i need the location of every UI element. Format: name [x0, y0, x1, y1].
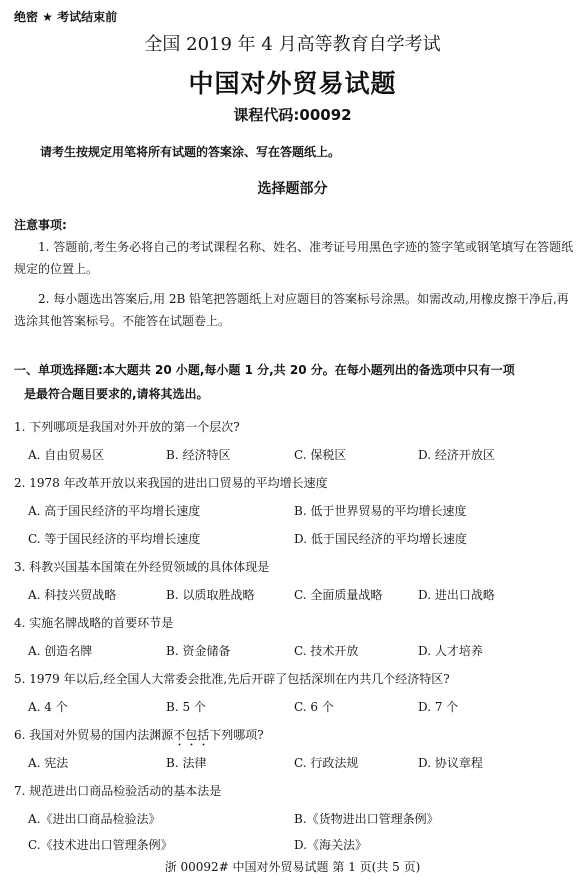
q1-option-a: A. 自由贸易区	[28, 448, 105, 462]
q5-option-a: A. 4 个	[28, 700, 68, 714]
q6-option-b: B. 法律	[166, 756, 207, 770]
q6-option-d: D. 协议章程	[418, 756, 483, 770]
q6-emphasis: 不包括	[173, 728, 210, 742]
exam-name: 全国 2019 年 4 月高等教育自学考试	[144, 34, 441, 55]
question-6	[14, 726, 264, 749]
q4-option-c: C. 技术开放	[294, 644, 359, 658]
part-one-line-2: 是最符合题目要求的,请将其选出。	[24, 387, 209, 401]
q4-option-d: D. 人才培养	[418, 644, 483, 658]
part-one-line-1: 一、单项选择题:本大题共 20 小题,每小题 1 分,共 20 分。在每小题列出的备选项中只有一项	[14, 363, 515, 377]
q3-option-a: A. 科技兴贸战略	[28, 588, 117, 602]
q2-option-b: B. 低于世界贸易的平均增长速度	[294, 504, 467, 518]
question-2: 2. 1978 年改革开放以来我国的进出口贸易的平均增长速度	[14, 476, 328, 490]
q7-option-d: D.《海关法》	[294, 838, 368, 852]
q5-option-c: C. 6 个	[294, 700, 334, 714]
q1-option-b: B. 经济特区	[166, 448, 231, 462]
q1-option-c: C. 保税区	[294, 448, 347, 462]
q1-option-d: D. 经济开放区	[418, 448, 495, 462]
q2-option-a: A. 高于国民经济的平均增长速度	[28, 504, 201, 518]
q2-option-d: D. 低于国民经济的平均增长速度	[294, 532, 467, 546]
q6-stem-pre: 6. 我国对外贸易的国内法渊源	[14, 728, 174, 742]
confidential-mark: 绝密 ★ 考试结束前	[14, 10, 118, 24]
q7-option-b: B.《货物进出口管理条例》	[294, 812, 439, 826]
notice-item-2: 2. 每小题选出答案后,用 2B 铅笔把答题纸上对应题目的答案标号涂黑。如需改动,用橡皮擦干净后,再选涂其他答案标号。不能答在试题卷上。	[14, 292, 569, 328]
q3-option-b: B. 以质取胜战略	[166, 588, 255, 602]
q3-option-d: D. 进出口战略	[418, 588, 495, 602]
course-code: 课程代码:00092	[233, 106, 352, 124]
notice-item-1: 1. 答题前,考生务必将自己的考试课程名称、姓名、准考证号用黑色字迹的签字笔或钢笔填写在答题纸规定的位置上。	[14, 240, 574, 276]
q3-option-c: C. 全面质量战略	[294, 588, 383, 602]
part-one-heading	[14, 358, 576, 406]
q7-option-c: C.《技术进出口管理条例》	[28, 838, 173, 852]
paper-title: 中国对外贸易试题	[188, 69, 397, 98]
q7-option-a: A.《进出口商品检验法》	[28, 812, 161, 826]
question-4: 4. 实施名牌战略的首要环节是	[14, 616, 174, 630]
answer-instruction: 请考生按规定用笔将所有试题的答案涂、写在答题纸上。	[40, 145, 341, 159]
section-title: 选择题部分	[257, 181, 328, 197]
q6-option-c: C. 行政法规	[294, 756, 359, 770]
q6-stem-post: 下列哪项?	[209, 728, 264, 742]
notice-heading: 注意事项:	[14, 218, 67, 232]
q5-option-b: B. 5 个	[166, 700, 206, 714]
page-footer: 浙 00092# 中国对外贸易试题 第 1 页(共 5 页)	[164, 860, 421, 874]
question-3: 3. 科教兴国基本国策在外经贸领域的具体体现是	[14, 560, 270, 574]
question-1: 1. 下列哪项是我国对外开放的第一个层次?	[14, 420, 240, 434]
question-7: 7. 规范进出口商品检验活动的基本法是	[14, 784, 222, 798]
q6-option-a: A. 宪法	[28, 756, 69, 770]
q2-option-c: C. 等于国民经济的平均增长速度	[28, 532, 201, 546]
q4-option-a: A. 创造名牌	[28, 644, 93, 658]
q5-option-d: D. 7 个	[418, 700, 459, 714]
q4-option-b: B. 资金储备	[166, 644, 231, 658]
question-5: 5. 1979 年以后,经全国人大常委会批准,先后开辟了包括深圳在内共几个经济特区?	[14, 672, 450, 686]
